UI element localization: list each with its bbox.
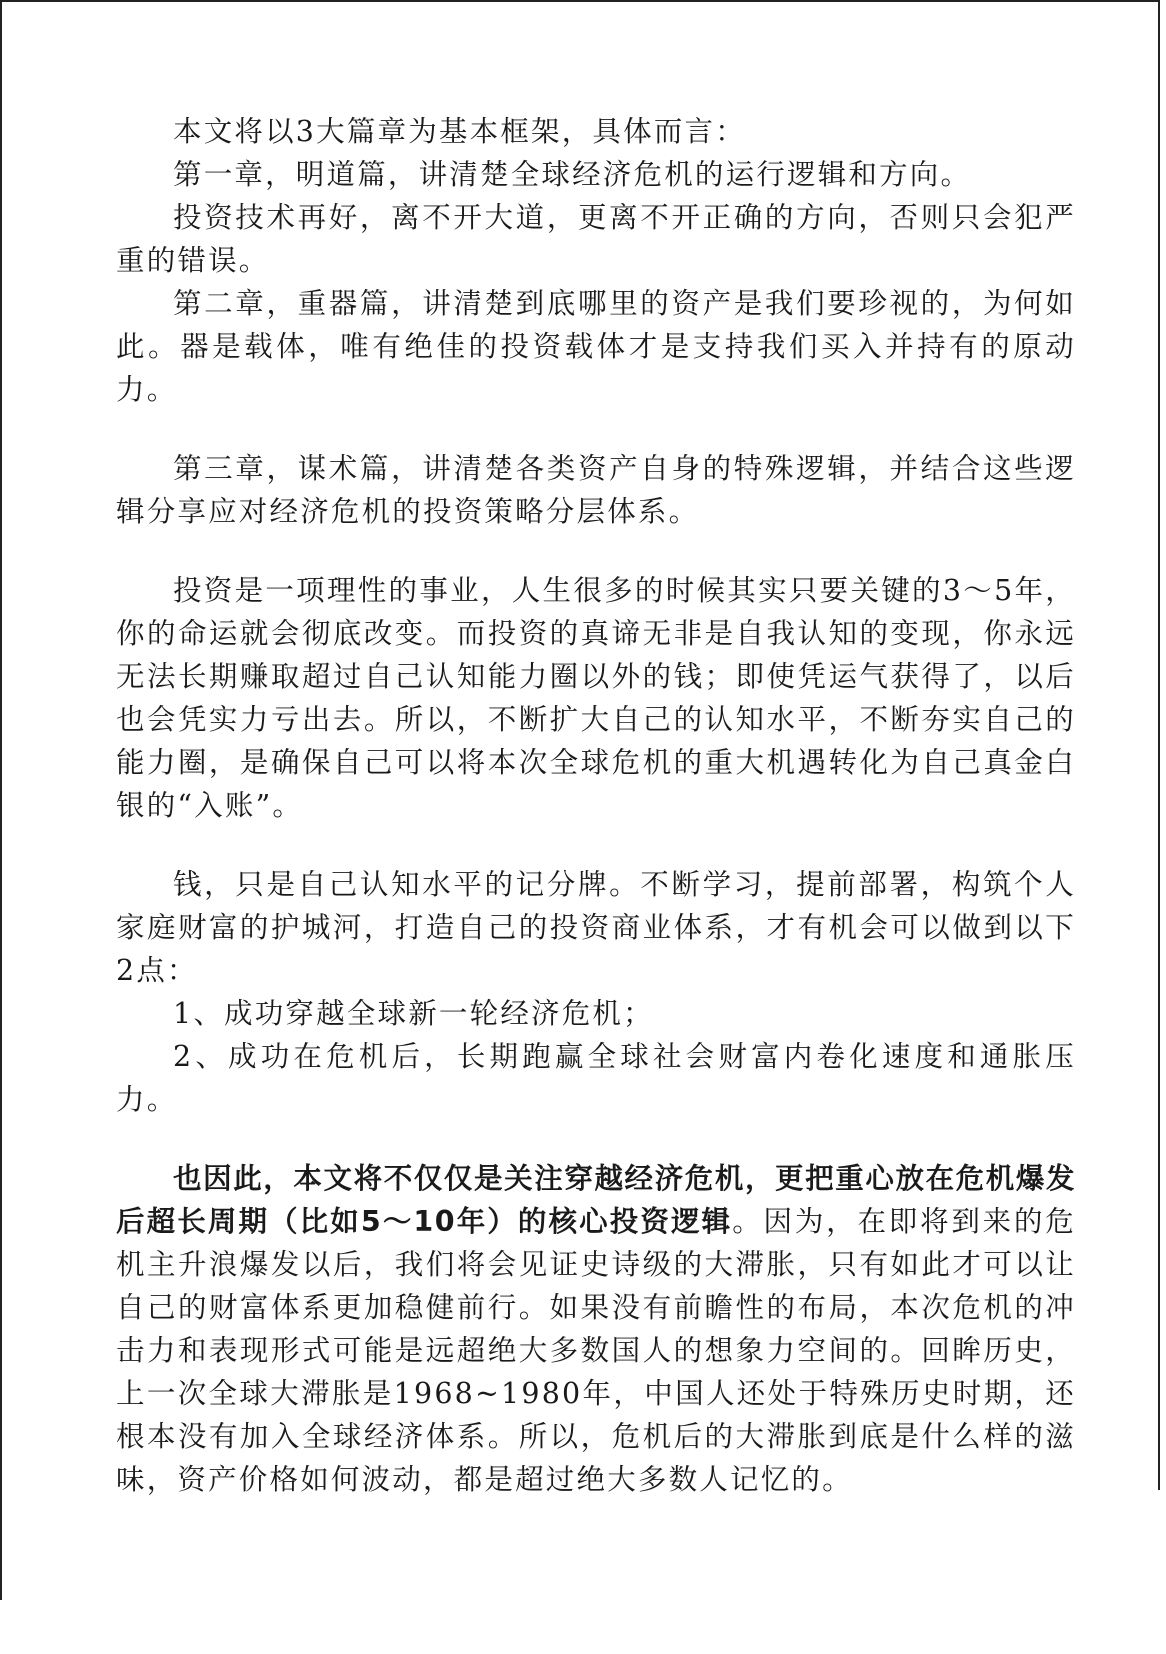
paragraph-chapter-one-detail: 投资技术再好，离不开大道，更离不开正确的方向，否则只会犯严重的错误。: [116, 201, 1076, 277]
list-item-goal-one: 1、成功穿越全球新一轮经济危机；: [173, 997, 654, 1030]
paragraph-framework-intro: 本文将以3大篇章为基本框架，具体而言：: [173, 115, 746, 148]
paragraph-chapter-three: 第三章，谋术篇，讲清楚各类资产自身的特殊逻辑，并结合这些逻辑分享应对经济危机的投资策略分层体系。: [116, 452, 1076, 528]
page-border-right: [1158, 0, 1160, 1490]
paragraph-money-scorecard: 钱，只是自己认知水平的记分牌。不断学习，提前部署，构筑个人家庭财富的护城河，打造自己的投资商业体系，才有机会可以做到以下2点：: [116, 868, 1076, 987]
document-body: [116, 110, 1076, 1501]
emphasis-text: 也因此，本文将不仅仅是关注穿越经济危机，更把重心放在危机爆发后超长周期（比如5～10年）的核心投资逻辑: [116, 1162, 1076, 1238]
paragraph-chapter-two: 第二章，重器篇，讲清楚到底哪里的资产是我们要珍视的，为何如此。器是载体，唯有绝佳的投资载体才是支持我们买入并持有的原动力。: [116, 287, 1076, 406]
page-border-left: [0, 0, 2, 1600]
paragraph-focus-statement: [116, 1157, 1076, 1501]
paragraph-focus-rest: 。因为，在即将到来的危机主升浪爆发以后，我们将会见证史诗级的大滞胀，只有如此才可以让自己的财富体系更加稳健前行。如果没有前瞻性的布局，本次危机的冲击力和表现形式可能是远超绝大多数国人的想象力空间的。回眸历史，上一次全球大滞胀是1968~1980年，中国人还处于特殊历史时期，还根本没有加入全球经济体系。所以，危机后的大滞胀到底是什么样的滋味，资产价格如何波动，都是超过绝大多数人记忆的。: [116, 1205, 1077, 1496]
list-item-goal-two: 2、成功在危机后，长期跑赢全球社会财富内卷化速度和通胀压力。: [116, 1040, 1076, 1116]
page-border-top: [0, 0, 1160, 2]
paragraph-chapter-one: 第一章，明道篇，讲清楚全球经济危机的运行逻辑和方向。: [173, 158, 972, 191]
paragraph-investment-philosophy: 投资是一项理性的事业，人生很多的时候其实只要关键的3～5年，你的命运就会彻底改变。而投资的真谛无非是自我认知的变现，你永远无法长期赚取超过自己认知能力圈以外的钱；即使凭运气获得了，以后也会凭实力亏出去。所以，不断扩大自己的认知水平，不断夯实自己的能力圈，是确保自己可以将本次全球危机的重大机遇转化为自己真金白银的“入账”。: [116, 574, 1076, 822]
